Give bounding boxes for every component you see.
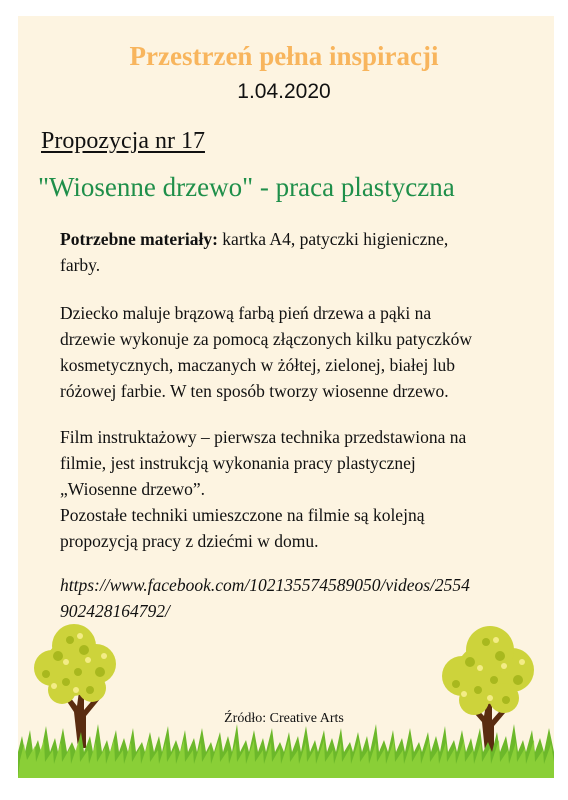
grass-strip bbox=[18, 724, 554, 778]
film-line: filmie, jest instrukcją wykonania pracy plastycznej bbox=[60, 453, 416, 473]
description-line: różowej farbie. W ten sposób tworzy wiosenne drzewo. bbox=[60, 381, 449, 401]
materials-text: kartka A4, patyczki higieniczne, bbox=[217, 229, 449, 249]
description-line: drzewie wykonuje za pomocą złączonych kilku patyczków bbox=[60, 329, 473, 349]
materials-line-2: farby. bbox=[60, 255, 101, 275]
page-date: 1.04.2020 bbox=[237, 80, 331, 103]
proposal-number: Propozycja nr 17 bbox=[41, 128, 205, 154]
description-line: kosmetycznych, maczanych w żółtej, zielonej, białej lub bbox=[60, 355, 456, 375]
source-credit: Źródło: Creative Arts bbox=[224, 711, 344, 726]
film-line: „Wiosenne drzewo”. bbox=[60, 479, 206, 499]
description-line: Dziecko maluje brązową farbą pień drzewa a pąki na bbox=[60, 303, 432, 323]
right-tree-icon bbox=[442, 626, 534, 762]
film-line: propozycją pracy z dziećmi w domu. bbox=[60, 531, 319, 551]
page-title: Przestrzeń pełna inspiracji bbox=[129, 41, 439, 71]
materials-label: Potrzebne materiały: bbox=[60, 229, 218, 249]
film-line: Pozostałe techniki umieszczone na filmie są kolejną bbox=[60, 505, 425, 525]
proposal-subtitle: "Wiosenne drzewo" - praca plastyczna bbox=[38, 172, 455, 202]
link-line-1: https://www.facebook.com/102135574589050/videos/2554 bbox=[60, 575, 470, 595]
link-line-2: 902428164792/ bbox=[60, 601, 170, 621]
film-line: Film instruktażowy – pierwsza technika przedstawiona na bbox=[60, 427, 467, 447]
